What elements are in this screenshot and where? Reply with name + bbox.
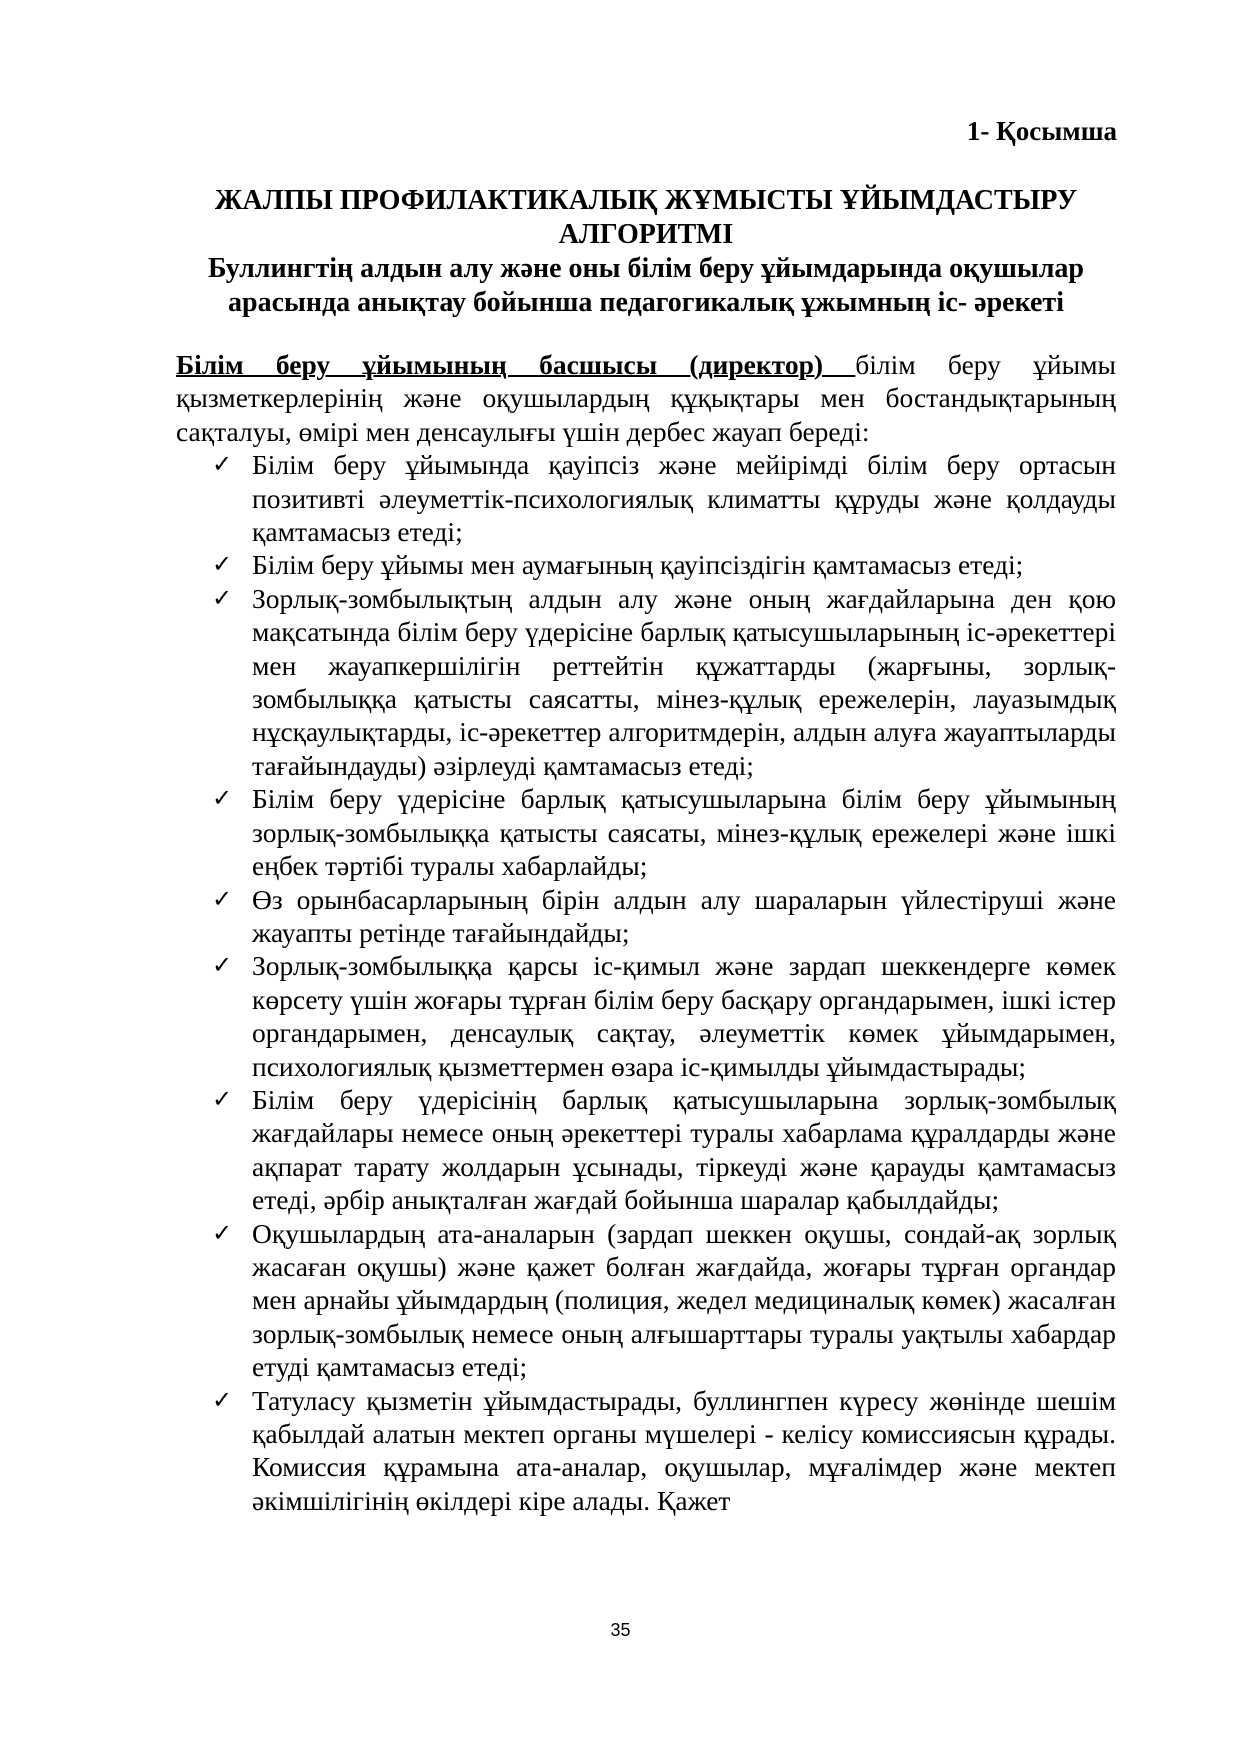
list-item-text: Зорлық-зомбылыққа қарсы іс-қимыл және зардап шеккендерге көмек көрсету үшін жоғары тұрған білім беру басқару органдарымен, ішкі істер органдарымен, денсаулық сақтау, әлеуметтік көмек ұйымдарымен, психологиялық қызметтермен өзара іс-қимылды ұйымдастырады; (252, 950, 1116, 1082)
list-item-text: Оқушылардың ата-аналарын (зардап шеккен оқушы, сондай-ақ зорлық жасаған оқушы) және қажет болған жағдайда, жоғары тұрған органдар мен арнайы ұйымдардың (полиция, жедел медициналық көмек) жасалған зорлық-зомбылық немесе оның алғышарттары туралы уақтылы хабардар етуді қамтамасыз етеді; (252, 1217, 1116, 1383)
page-number: 35 (610, 1620, 631, 1640)
checkmark-icon: ✓ (212, 1385, 233, 1414)
checkmark-icon: ✓ (212, 951, 233, 980)
checkmark-icon: ✓ (212, 450, 233, 479)
list-item (176, 1083, 1116, 1217)
checkmark-icon: ✓ (212, 550, 233, 579)
intro-lead: Білім беру ұйымының басшысы (директор) (176, 349, 856, 380)
checkmark-icon: ✓ (212, 1218, 233, 1247)
list-item (176, 1384, 1116, 1518)
checkmark-icon: ✓ (212, 784, 233, 813)
list-item-text: Татуласу қызметін ұйымдастырады, буллингпен күресу жөнінде шешім қабылдай алатын мектеп органы мүшелері - келісу комиссиясын құрады. Комиссия құрамына ата-аналар, оқушылар, мұғалімдер және мектеп әкімшілігінің өкілдері кіре алады. Қажет (252, 1384, 1116, 1516)
subtitle: Буллингтің алдын алу және оны білім беру ұйымдарында оқушылар арасында анықтау бойынша педагогикалық ұжымның іс- әрекеті (207, 253, 1084, 318)
list-item (176, 548, 1116, 581)
title-block (176, 184, 1116, 320)
list-item-text: Білім беру ұйымында қауіпсіз және мейірімді білім беру ортасын позитивті әлеуметтік-психологиялық климатты құруды және қолдауды қамтамасыз етеді; (252, 449, 1116, 548)
list-item (176, 949, 1116, 1083)
list-item (176, 883, 1116, 950)
list-item (176, 582, 1116, 782)
body-text (176, 348, 1116, 1517)
checklist (176, 448, 1116, 1517)
appendix-label: 1- Қосымша (966, 116, 1117, 146)
list-item-text: Білім беру үдерісіне барлық қатысушыларына білім беру ұйымының зорлық-зомбылыққа қатысты саясаты, мінез-құлық ережелері және ішкі еңбек тәртібі туралы хабарлайды; (252, 783, 1116, 882)
list-item-text: Өз орынбасарларының бірін алдын алу шараларын үйлестіруші және жауапты ретінде тағайындайды; (252, 883, 1116, 948)
checkmark-icon: ✓ (212, 884, 233, 913)
checkmark-icon: ✓ (212, 1084, 233, 1113)
list-item-text: Білім беру үдерісінің барлық қатысушыларына зорлық-зомбылық жағдайлары немесе оның әрекеттері туралы хабарлама құралдарды және ақпарат тарату жолдарын ұсынады, тіркеуді және қарауды қамтамасыз етеді, әрбір анықталған жағдай бойынша шаралар қабылдайды; (252, 1083, 1116, 1216)
list-item (176, 1217, 1116, 1384)
list-item (176, 448, 1116, 548)
list-item-text: Зорлық-зомбылықтың алдын алу және оның жағдайларына ден қою мақсатында білім беру үдерісіне барлық қатысушыларының іс-әрекеттері мен жауапкершілігін реттейтін құжаттарды (жарғыны, зорлық-зомбылыққа қатысты саясатты, мінез-құлық ережелерін, лауазымдық нұсқаулықтарды, іс-әрекеттер алгоритмдерін, алдын алуға жауаптыларды тағайындауды) әзірлеуді қамтамасыз етеді; (252, 582, 1116, 781)
intro-text: білім беру ұйымы қызметкерлерінің және оқушылардың құқықтары мен бостандықтарының сақталуы, өмірі мен денсаулығы үшін дербес жауап береді: (176, 349, 1116, 447)
intro-paragraph (176, 348, 1116, 448)
checkmark-icon: ✓ (212, 583, 233, 612)
list-item-text: Білім беру ұйымы мен аумағының қауіпсіздігін қамтамасыз етеді; (252, 549, 1024, 581)
list-item (176, 782, 1116, 882)
main-title: ЖАЛПЫ ПРОФИЛАКТИКАЛЫҚ ЖҰМЫСТЫ ҰЙЫМДАСТЫРУ АЛГОРИТМІ (214, 185, 1078, 250)
